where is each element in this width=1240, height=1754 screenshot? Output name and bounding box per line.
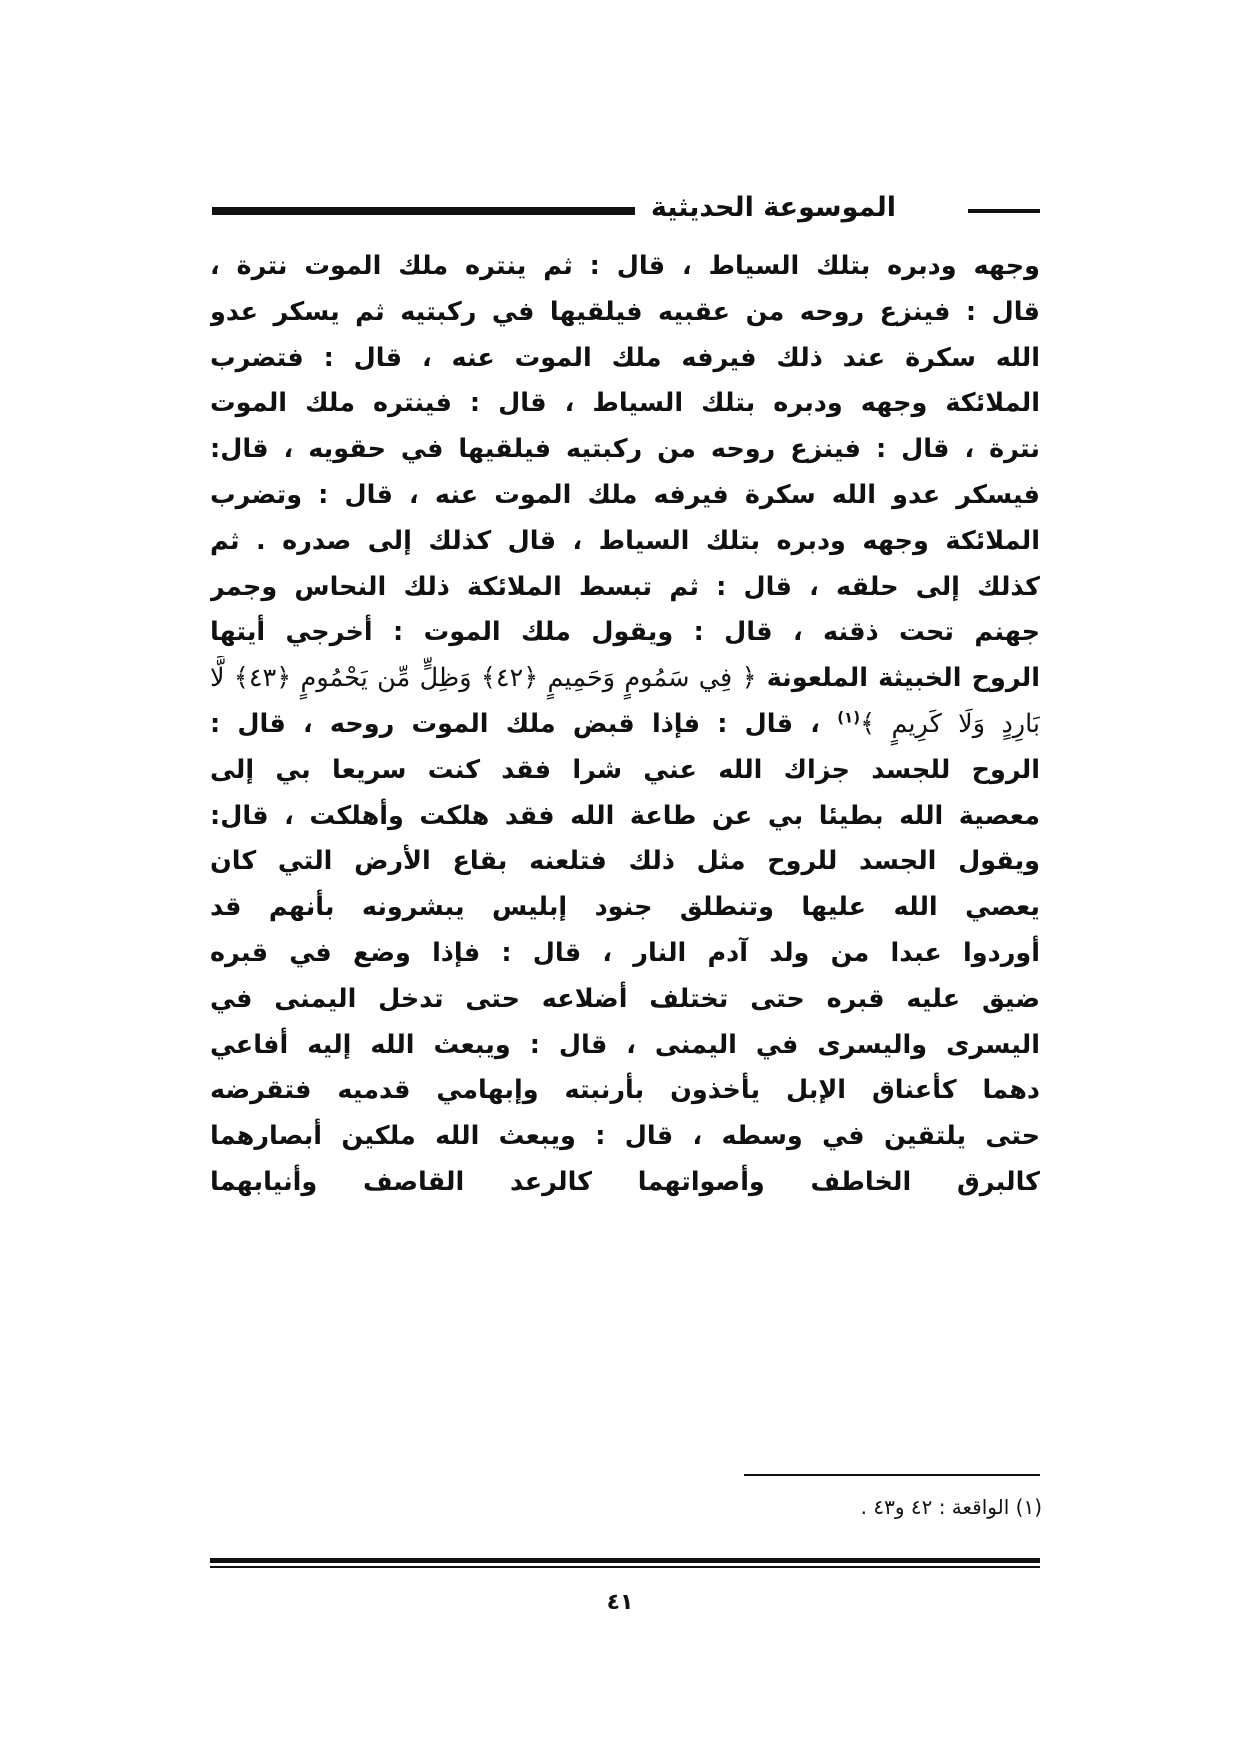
text-line: الله سكرة عند ذلك فيرفه ملك الموت عنه ، قال : فتضرب	[210, 342, 1040, 373]
text-line: الملائكة وجهه ودبره بتلك السياط ، قال : فينتره ملك الموت	[210, 388, 1040, 419]
text-line: قال : فينزع روحه من عقبيه فيلقيها في ركبتيه ثم يسكر عدو	[210, 296, 1040, 327]
footnote: (١) الواقعة : ٤٢ و٤٣ .	[860, 1495, 1042, 1519]
text-line: ضيق عليه قبره حتى تختلف أضلاعه حتى تدخل اليمنى في	[210, 983, 1040, 1014]
running-header-title: الموسوعة الحديثية	[635, 188, 912, 228]
footnote-separator	[744, 1474, 1040, 1476]
text-line: فيسكر عدو الله سكرة فيرفه ملك الموت عنه ، قال : وتضرب	[210, 479, 1040, 510]
text-line: ويقول الجسد للروح مثل ذلك فتلعنه بقاع الأرض التي كان	[210, 846, 1040, 877]
text-line: حتى يلتقين في وسطه ، قال : ويبعث الله ملكين أبصارهما	[210, 1121, 1040, 1152]
quran-verse: بَارِدٍ وَلَا كَرِيمٍ ﴾	[860, 708, 1040, 739]
text-line: الملائكة وجهه ودبره بتلك السياط ، قال كذلك إلى صدره . ثم	[210, 525, 1040, 556]
quran-verse: ﴿ فِي سَمُومٍ وَحَمِيمٍ ﴿٤٢﴾ وَظِلٍّ مِّن يَحْمُومٍ ﴿٤٣﴾ لَّا	[210, 663, 757, 694]
text-line: وجهه ودبره بتلك السياط ، قال : ثم ينتره ملك الموت نترة ،	[210, 251, 1040, 281]
text-line: أوردوا عبدا من ولد آدم النار ، قال : فإذا وضع في قبره	[210, 937, 1040, 968]
bottom-rule-thick	[210, 1558, 1040, 1563]
text-line: جهنم تحت ذقنه ، قال : ويقول ملك الموت : أخرجي أيتها	[210, 617, 1040, 648]
bottom-rule-thin	[210, 1566, 1040, 1568]
text-line-with-verse	[210, 656, 1040, 702]
text-segment: الروح الخبيثة الملعونة	[766, 663, 1040, 694]
text-line: اليسرى واليسرى في اليمنى ، قال : ويبعث الله إليه أفاعي	[210, 1029, 1040, 1060]
text-line: معصية الله بطيئا بي عن طاعة الله فقد هلكت وأهلكت ، قال:	[210, 800, 1040, 831]
main-text	[210, 244, 1040, 1449]
page-number: ٤١	[606, 1590, 634, 1615]
bottom-rule	[210, 1558, 1040, 1570]
text-line-with-verse	[210, 702, 1040, 748]
header-rule-right	[968, 209, 1040, 213]
running-header	[212, 188, 1040, 228]
footnote-ref[interactable]: (١)	[837, 708, 861, 727]
text-line: كذلك إلى حلقه ، قال : ثم تبسط الملائكة ذلك النحاس وجمر	[210, 571, 1040, 602]
text-line: دهما كأعناق الإبل يأخذون بأرنبته وإبهامي قدميه فتقرضه	[210, 1075, 1040, 1106]
text-line: نترة ، قال : فينزع روحه من ركبتيه فيلقيها في حقويه ، قال:	[210, 434, 1040, 465]
text-line: يعصي الله عليها وتنطلق جنود إبليس يبشرونه بأنهم قد	[210, 892, 1040, 923]
text-line: كالبرق الخاطف وأصواتهما كالرعد القاصف وأنيابهما	[210, 1166, 1040, 1197]
text-segment: ، قال : فإذا قبض ملك الموت روحه ، قال :	[210, 708, 820, 739]
text-line: الروح للجسد جزاك الله عني شرا فقد كنت سريعا بي إلى	[210, 754, 1040, 785]
header-rule-left	[212, 207, 652, 215]
